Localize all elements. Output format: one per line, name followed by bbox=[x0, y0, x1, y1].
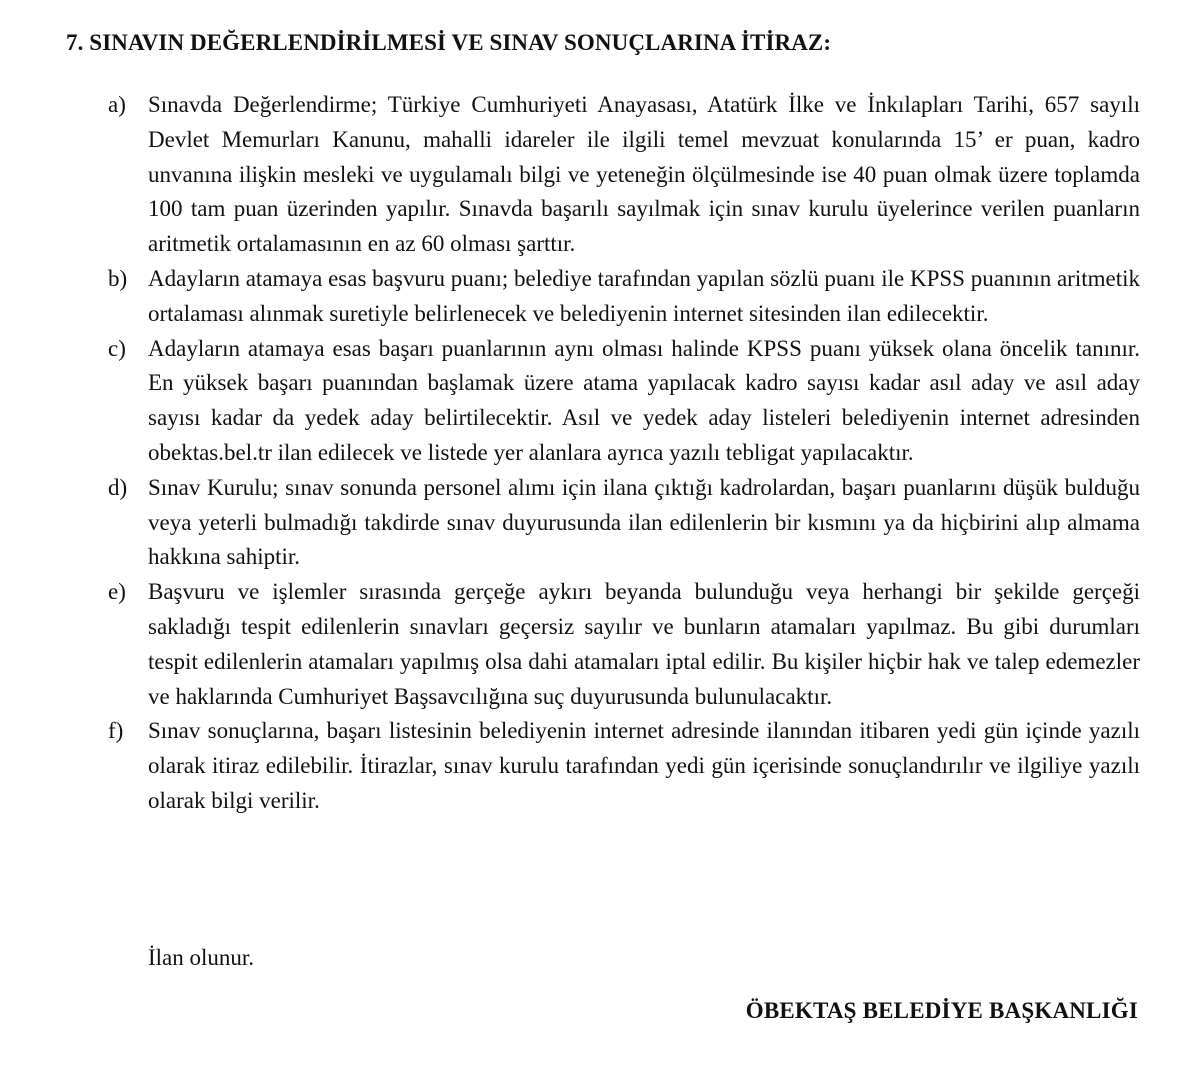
clause-e bbox=[108, 575, 1140, 714]
clause-text: Sınav Kurulu; sınav sonunda personel alımı için ilana çıktığı kadrolardan, başarı puanlarını düşük bulduğu veya yeterli bulmadığı takdirde sınav duyurusunda ilan edilenlerin bir kısmını ya da hiçbirini alıp almama hakkına sahiptir. bbox=[148, 474, 1140, 570]
clause-marker: a) bbox=[108, 92, 126, 117]
clause-text: Sınavda Değerlendirme; Türkiye Cumhuriyeti Anayasası, Atatürk İlke ve İnkılapları Tarihi, 657 sayılı Devlet Memurları Kanunu, mahalli idareler ile ilgili temel mevzuat konularında 15’ er puan, kadro unvanına ilişkin mesleki ve uygulamalı bilgi ve yeteneğin ölçülmesinde ise 40 puan olmak üzere toplamda 100 tam puan üzerinden yapılır. Sınavda başarılı sayılmak için sınav kurulu üyelerince verilen puanların aritmetik ortalamasının en az 60 olması şarttır. bbox=[148, 92, 1140, 257]
clause-f bbox=[108, 714, 1140, 818]
clause-b bbox=[108, 262, 1140, 332]
signature-authority: ÖBEKTAŞ BELEDİYE BAŞKANLIĞI bbox=[745, 998, 1138, 1023]
clause-text: Başvuru ve işlemler sırasında gerçeğe aykırı beyanda bulunduğu veya herhangi bir şekilde gerçeği sakladığı tespit edilenlerin sınavları geçersiz sayılır ve bunların atamaları yapılmaz. Bu gibi durumları tespit edilenlerin atamaları yapılmış olsa dahi atamaları iptal edilir. Bu kişiler hiçbir hak ve talep edemezler ve haklarında Cumhuriyet Başsavcılığına suç duyurusunda bulunulacaktır. bbox=[148, 579, 1140, 709]
clause-marker: c) bbox=[108, 335, 126, 361]
closing-line: İlan olunur. bbox=[148, 945, 255, 970]
clause-marker: f) bbox=[108, 718, 124, 744]
clause-marker: d) bbox=[108, 474, 128, 500]
clause-text: Adayların atamaya esas başvuru puanı; belediye tarafından yapılan sözlü puanı ile KPSS puanının aritmetik ortalaması alınmak suretiyle belirlenecek ve belediyenin internet sitesinden ilan edilecektir. bbox=[148, 265, 1140, 326]
clause-a bbox=[108, 88, 1140, 262]
clause-text: Sınav sonuçlarına, başarı listesinin belediyenin internet adresinde ilanından itibaren yedi gün içinde yazılı olarak itiraz edilebilir. İtirazlar, sınav kurulu tarafından yedi gün içerisinde sonuçlandırılır ve ilgiliye yazılı olarak bilgi verilir. bbox=[148, 718, 1140, 813]
clause-c bbox=[108, 332, 1140, 471]
clause-text: Adayların atamaya esas başarı puanlarının aynı olması halinde KPSS puanı yüksek olana öncelik tanınır. En yüksek başarı puanından başlamak üzere atama yapılacak kadro sayısı kadar asıl aday ve asıl aday sayısı kadar da yedek aday belirtilecektir. Asıl ve yedek aday listeleri belediyenin internet adresinden obektas.bel.tr ilan edilecek ve listede yer alanlara ayrıca yazılı tebligat yapılacaktır. bbox=[148, 335, 1140, 465]
clause-d bbox=[108, 471, 1140, 575]
clause-marker: e) bbox=[108, 579, 126, 605]
clause-marker: b) bbox=[108, 265, 128, 291]
section-heading: 7. SINAVIN DEĞERLENDİRİLMESİ VE SINAV SONUÇLARINA İTİRAZ: bbox=[66, 30, 832, 55]
clause-list bbox=[108, 88, 1140, 819]
